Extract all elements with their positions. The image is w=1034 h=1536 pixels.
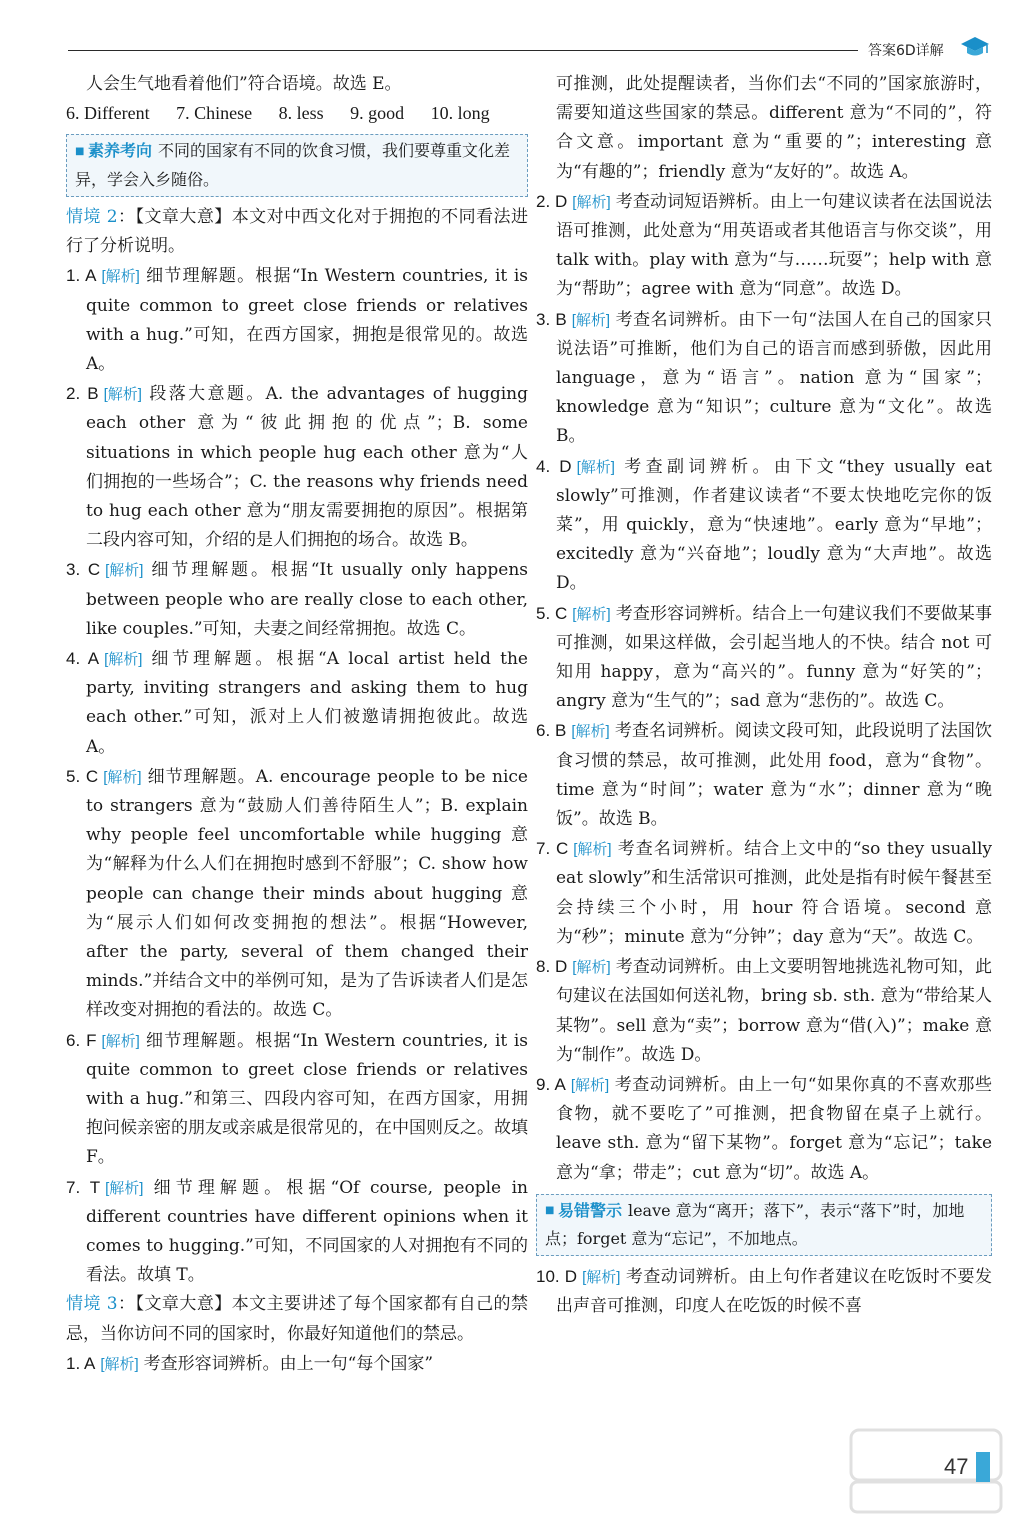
item-text: 考查名词辨析。结合上文中的“so they usually eat slowly”和生活常识可推测，此处是指有时候午餐甚至会持续三个小时，用 hour 符合语境。second 意为“秒”；minute 意为“分钟”；day 意为“天”。故选 C。 [556,839,992,947]
analysis-tag: [解析] [571,311,611,329]
warning-box-text: leave 意为“离开；落下”，表示“落下”时，加地点；forget 意为“忘记”，不加地点。 [545,1200,965,1249]
item-text: 细节理解题。根据“A local artist held the party, inviting strangers and asking them to hug each other.”可知，派对上人们被邀请拥抱彼此。故选 A。 [86,648,528,757]
item-number: 3. C [66,560,101,580]
answer-9: 9. good [350,103,405,124]
list-item [66,379,528,555]
item-number: 7. T [66,1177,101,1197]
analysis-tag: [解析] [571,723,610,741]
item-number: 10. D [536,1267,578,1287]
literacy-box-title: ■ 素养考向 [75,137,152,166]
analysis-tag: [解析] [573,841,612,859]
list-item [66,1173,528,1291]
list-item [536,1070,992,1188]
item-number: 8. D [536,957,568,977]
continuation-text: 人会生气地看着他们”符合语境。故选 E。 [86,74,402,94]
analysis-tag: [解析] [572,959,611,977]
analysis-tag: [解析] [572,605,611,623]
item-text: 考查形容词辨析。结合上一句建议我们不要做某事可推测，如果这样做，会引起当地人的不快。结合 not 可知用 happy，意为“高兴的”。funny 意为“好笑的”；angry 意为“生气的”；sad 意为“悲伤的”。故选 C。 [556,603,993,712]
literacy-box-text: 不同的国家有不同的饮食习惯，我们要尊重文化差异，学会入乡随俗。 [75,141,510,189]
item-number: 6. F [66,1030,97,1050]
item-number: 9. A [536,1074,566,1094]
scene3-text: ：【文章大意】本文主要讲述了每个国家都有自己的禁忌，当你访问不同的国家时，你最好知道他们的禁忌。 [66,1294,528,1344]
page-number: 47 [944,1454,969,1479]
item-number: 5. C [66,766,99,786]
literacy-box [66,134,528,197]
item-number: 6. B [536,721,567,741]
scene2-text: ：【文章大意】本文对中西文化对于拥抱的不同看法进行了分析说明。 [66,206,528,257]
list-item [66,1349,528,1379]
page-number-tab [976,1452,990,1482]
item-text: 细节理解题。根据“In Western countries, it is quite common to greet close friends or relatives with a hug.”可知，在西方国家，拥抱是很常见的。故选 A。 [86,266,528,374]
analysis-tag: [解析] [582,1269,621,1287]
analysis-tag: [解析] [101,1032,140,1050]
item-number: 4. D [536,456,572,476]
scene3-label: 情境 3 [66,1294,118,1315]
list-item [536,716,992,834]
analysis-tag: [解析] [572,193,611,211]
item-text: 细节理解题。根据“In Western countries, it is quite common to greet close friends or relatives with a hug.”和第三、四段内容可知，在西方国家，用拥抱问候亲密的朋友或亲戚是很常见的，在中国则反之。故填 F。 [86,1030,528,1168]
analysis-tag: [解析] [103,386,142,404]
item-number: 4. A [66,648,100,668]
answer-7: 7. Chinese [176,103,253,124]
item-text: 细节理解题。根据“Of course, people in different countries have different opinions when it comes to hugging.”可知，不同国家的人对拥抱有不同的看法。故填 T。 [86,1177,528,1286]
list-item [536,599,992,717]
list-item [66,644,528,762]
list-item [66,1026,528,1173]
right-items [536,187,992,1188]
analysis-tag: [解析] [105,1179,144,1197]
left-column [66,70,528,1379]
scene2-summary [66,203,528,261]
analysis-tag: [解析] [576,458,615,476]
item-text: 考查名词辨析。阅读文段可知，此段说明了法国饮食习惯的禁忌，故可推测，此处用 food，意为“食物”。time 意为“时间”；water 意为“水”；dinner 意为“晚饭”。故选 B。 [556,721,992,830]
item-number: 5. C [536,603,568,623]
item-number: 7. C [536,839,569,859]
item-text: 考查动词辨析。由上一句“如果你真的不喜欢那些食物，就不要吃了”可推测，把食物留在桌子上就行。leave sth. 意为“留下某物”。forget 意为“忘记”；take 意为“拿；带走”；cut 意为“切”。故选 A。 [556,1074,992,1183]
header-rule [68,50,858,51]
item-number: 1. A [66,1353,96,1373]
item-text: 考查副词辨析。由下文“they usually eat slowly”可推测，作者建议读者“不要太快地吃完你的饭菜”，用 quickly，意为“快速地”。early 意为“早地”；excitedly 意为“兴奋地”；loudly 意为“大声地”。故选 D。 [556,456,992,594]
answer-6: 6. Different [66,103,150,124]
list-item [536,1262,992,1321]
analysis-tag: [解析] [103,768,142,786]
list-item [536,187,992,305]
right-column [536,70,992,1322]
item-number: 2. D [536,191,568,211]
header-title: 答案6D详解 [868,43,944,59]
answer-8: 8. less [278,103,324,124]
answers-row [66,99,528,128]
item-text: 考查形容词辨析。由上一句“每个国家” [143,1353,434,1374]
item-text: 考查动词短语辨析。由上一句建议读者在法国说法语可推测，此处意为“用英语或者其他语言与你交谈”，用 talk with。play with 意为“与……玩耍”；help with 意为“帮助”；agree with 意为“同意”。故选 D。 [556,191,993,300]
continuation-text: 可推测，此处提醒读者，当你们去“不同的”国家旅游时，需要知道这些国家的禁忌。different 意为“不同的”，符合文意。important 意为“重要的”；interesting 意为“有趣的”；friendly 意为“友好的”。故选 A。 [556,74,992,182]
analysis-tag: [解析] [105,562,144,580]
analysis-tag: [解析] [101,268,140,286]
list-item [536,452,992,599]
graduation-cap-icon [960,34,990,60]
scene2-label: 情境 2 [66,206,118,227]
item-text: 考查动词辨析。由上文要明智地挑选礼物可知，此句建议在法国如何送礼物，bring sb. sth. 意为“带给某人某物”。sell 意为“卖”；borrow 意为“借(入)”；make 意为“制作”。故选 D。 [556,957,993,1065]
left-items [66,261,528,1290]
list-item [66,762,528,1026]
list-item [536,952,992,1070]
item-number: 3. B [536,309,567,329]
warning-box-title: ■ 易错警示 [545,1197,622,1226]
answer-10: 10. long [430,103,490,124]
list-item [66,555,528,644]
item-text: 考查名词辨析。由下一句“法国人在自己的国家只说法语”可推断，他们为自己的语言而感到骄傲，因此用 language，意为“语言”。nation 意为“国家”；knowledge 意为“知识”；culture 意为“文化”。故选 B。 [556,309,992,447]
analysis-tag: [解析] [100,1355,139,1373]
list-item [66,261,528,379]
item-text: 细节理解题。A. encourage people to be nice to strangers 意为“鼓励人们善待陌生人”；B. explain why people feel uncomfortable while hugging 意为“解释为什么人们在拥抱时感到不舒服”；C. show how people can change their minds about hugging 意为“展示人们如何改变拥抱的想法”。根据“However, after the party, several of them changed their minds.”并结合文中的举例可知，是为了告诉读者人们是怎样改变对拥抱的看法的。故选 C。 [86,766,528,1021]
warning-box [536,1194,992,1257]
item-number: 1. A [66,266,97,286]
list-item [536,834,992,952]
item-text: 细节理解题。根据“It usually only happens between people who are really close to each other, like couples.”可知，夫妻之间经常拥抱。故选 C。 [86,560,528,639]
scene3-summary [66,1290,528,1348]
list-item [536,305,992,452]
analysis-tag: [解析] [570,1076,610,1094]
item-text: 段落大意题。A. the advantages of hugging each other 意为“彼此拥抱的优点”；B. some situations in which people hug each other 意为“人们拥抱的一些场合”；C. the reasons why friends need to hug each other 意为“朋友需要拥抱的原因”。根据第二段内容可知，介绍的是人们拥抱的场合。故选 B。 [86,384,528,551]
analysis-tag: [解析] [104,650,143,668]
item-number: 2. B [66,384,99,404]
item-text: 考查动词辨析。由上句作者建议在吃饭时不要发出声音可推测，印度人在吃饭的时候不喜 [556,1267,992,1317]
